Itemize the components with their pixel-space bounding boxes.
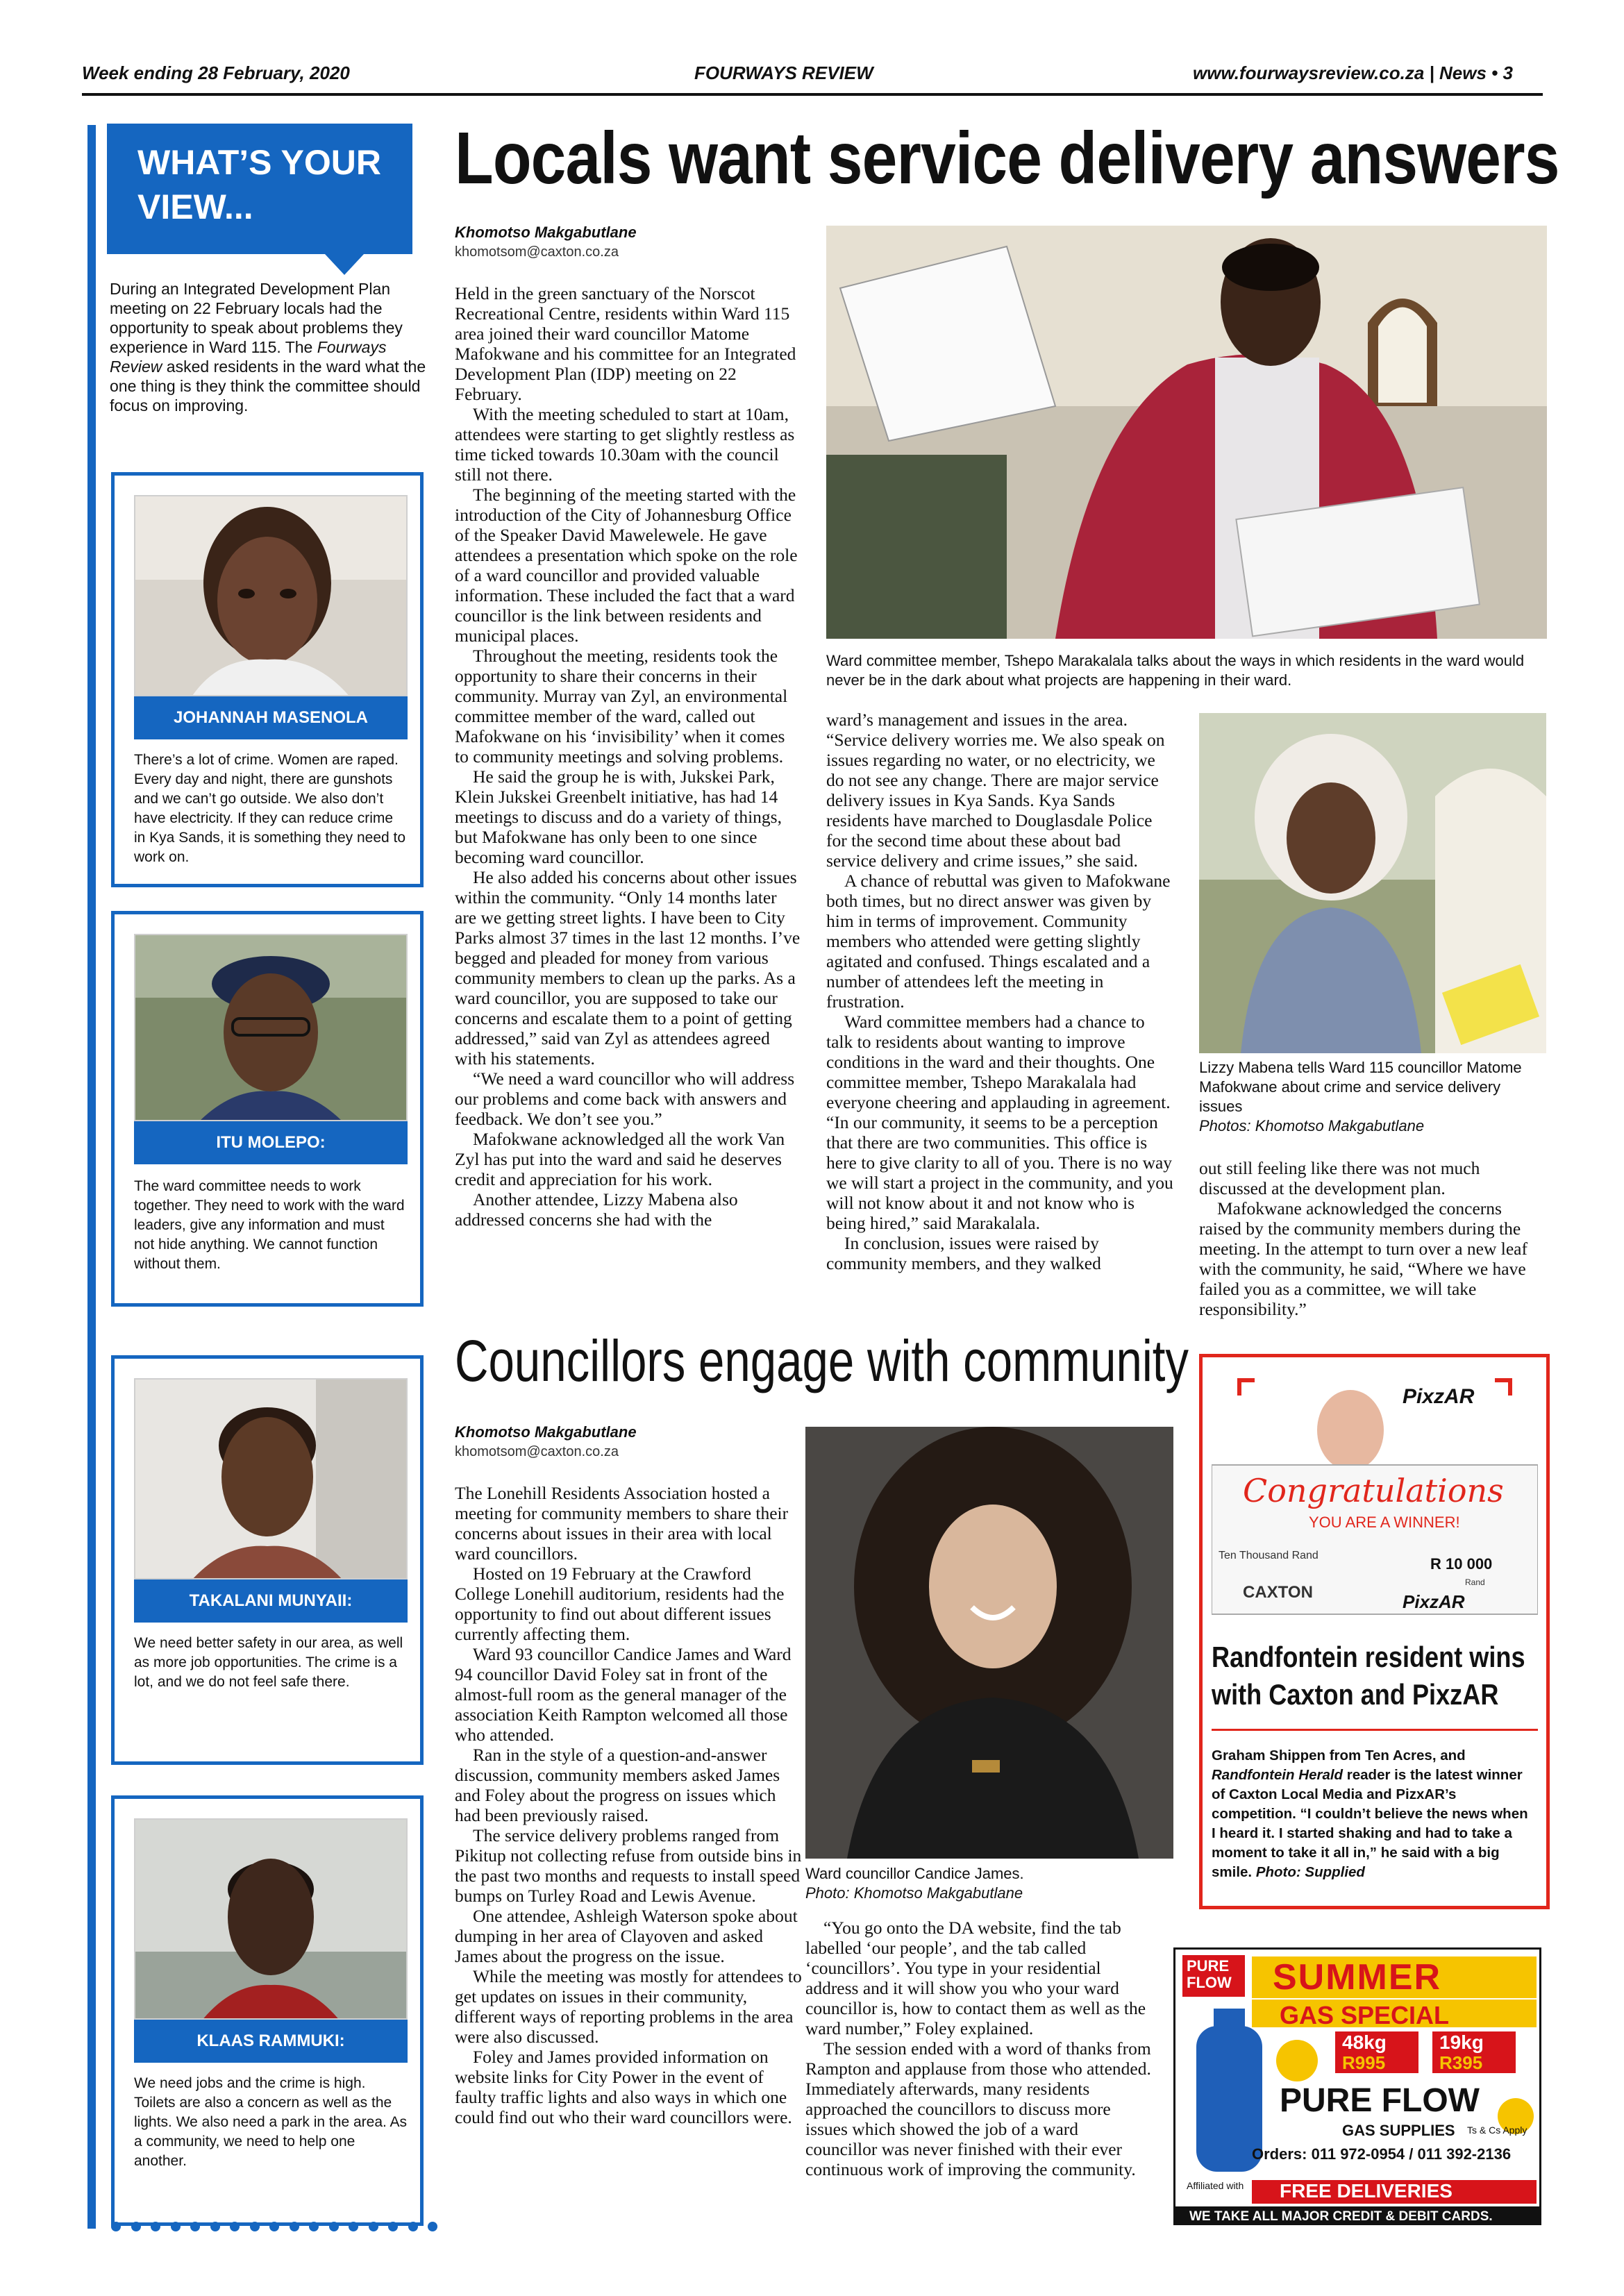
sidebar-intro: During an Integrated Development Plan meeting on 22 February locals had the opportunity to speak about problems they experience in Ward 115. The Fourways Review asked residents in the ward what the one thing is they think the committee should focus on improving. [110, 280, 426, 414]
story2-column-2: “You go onto the DA website, find the tab labelled ‘our people’, and the tab called ‘councillors’. You type in your residential address and it will show you who your ward councillor is, how to contact them as well as the ward number,” Foley explained. The session ended with a word of thanks from Rampton and applause from those who attended. Immediately afterwards, many residents approached the councillors to discuss more issues which showed the job of a ward councillor was never finished with their ever continuous work of improving the community. [805, 1918, 1151, 2179]
ad-subbrand: GAS SUPPLIES [1342, 2122, 1455, 2139]
portrait-photo [134, 1818, 408, 2020]
person-quote: We need jobs and the crime is high. Toilets are also a concern as well as the lights. We also need a park in the area. As a community, we need to help one another. [134, 2075, 408, 2169]
sidebar-title-pointer [325, 254, 364, 275]
person-name: ITU MOLEPO: [134, 1121, 408, 1164]
vox-pop-card [111, 911, 424, 1307]
sidebar-dot-border [111, 2222, 437, 2236]
story2-photo-caption: Ward councillor Candice James. Photo: Khomotso Makgabutlane [805, 1865, 1024, 1902]
ad-affiliated: Affiliated with [1187, 2180, 1244, 2191]
person-name: TAKALANI MUNYAII: [134, 1579, 408, 1623]
story2-headline: Councillors engage with community [455, 1328, 1189, 1393]
ad-free-deliveries: FREE DELIVERIES [1280, 2180, 1453, 2202]
sidebar-title-line1: WHAT’S YOUR [137, 143, 381, 182]
story1-headline: Locals want service delivery answers [455, 117, 1559, 199]
cheque-caxton: CAXTON [1243, 1583, 1313, 1602]
cheque-rand: Rand [1465, 1577, 1485, 1587]
ad-summer: SUMMER [1273, 1957, 1442, 1997]
site-and-section: www.fourwaysreview.co.za | News • 3 [1193, 62, 1513, 83]
story2-column-1: The Lonehill Residents Association hosted a meeting for community members to share their concerns about issues in their area with local ward councillors. Hosted on 19 February at the Crawford College Lonehill auditorium, residents had the opportunity to find out about different issues currently affecting them. Ward 93 councillor Candice James and Ward 94 councillor David Foley sat in front of the almost-full room as the general manager of the association Keith Rampton welcomed all those who attended. Ran in the style of a question-and-answer discussion, community members asked James and Foley about the progress on issues which had been previously raised. The service delivery problems ranged from Pikitup not collecting refuse from outside bins in the past two months and requests to install speed bumps on Turley Road and Lewis Avenue. One attendee, Ashleigh Waterson spoke about dumping in her area of Clayoven and asked James about the progress on the issue. While the meeting was mostly for attendees to get updates on issues in their community, different ways of reporting problems in the area were also discussed. Foley and James provided information on website links for City Power in the event of faulty traffic lights and also ways in which one could find out who their ward councillors were. [455, 1483, 802, 2127]
ad-price-19: R395 [1439, 2052, 1483, 2073]
portrait-photo [134, 495, 408, 696]
cheque-congratulations: Congratulations [1243, 1472, 1504, 1509]
person-quote: We need better safety in our area, as well as more job opportunities. The crime is a lot, and we do not feel safe there. [134, 1635, 403, 1690]
pixzar-promo-body: Graham Shippen from Ten Acres, and Randfontein Herald reader is the latest winner of Caxton Local Media and PizxAR’s competition. “I couldn’t believe the news when I heard it. I started shaking and had to take a moment to take it all in,” he said with a big smile. Photo: Supplied [1212, 1748, 1528, 1880]
issue-date: Week ending 28 February, 2020 [82, 62, 350, 83]
story1-main-photo [826, 226, 1547, 639]
story1-column-1: Held in the green sanctuary of the Norscot Recreational Centre, residents within Ward 115 area joined their ward councillor Matome Mafokwane and his committee for an Integrated Development Plan (IDP) meeting on 22 February. With the meeting scheduled to start at 10am, attendees were starting to get slightly restless as time ticked towards 10.30am with the council still not there. The beginning of the meeting started with the introduction of the City of Johannesburg Office of the Speaker David Mawelewele. He gave attendees a presentation which spoke on the role of a ward councillor and provided valuable information. These included the fact that a ward councillor is the link between residents and municipal places. Throughout the meeting, residents took the opportunity to share their concerns in their community. Murray van Zyl, an environmental committee member of the ward, called out Mafokwane on his ‘invisibility’ when it comes to community meetings and solving problems. He said the group he is with, Jukskei Park, Klein Jukskei Greenbelt initiative, has had 14 meetings to discuss and do a variety of things, but Mafokwane has only been to one since becoming ward councillor. He also added his concerns about other issues within the community. “Only 14 months later are we getting street lights. I have been to City Parks almost 37 times in the last 12 months. I’ve begged and pleaded for money from various community members to clean up the parks. As a ward councillor, you are supposed to take our concerns and escalate them to a point of getting addressed,” said van Zyl as attendees agreed with his statements. “We need a ward councillor who will address our problems and come back with answers and feedback. We don’t see you.” Mafokwane acknowledged all the work Van Zyl has put into the ward and said he deserves credit and appreciation for his work. Another attendee, Lizzy Mabena also addressed concerns she had with the [455, 283, 801, 1230]
pixzar-logo: PixzAR [1403, 1385, 1475, 1408]
person-name: JOHANNAH MASENOLA [134, 696, 408, 739]
story1-lizzy-photo [1199, 713, 1546, 1053]
ad-logo: PURE FLOW [1187, 1957, 1232, 1991]
story2-email: khomotsom@caxton.co.za [455, 1444, 619, 1459]
vox-pop-card [111, 472, 424, 887]
ad-price-48: R995 [1342, 2052, 1386, 2073]
person-name: KLAAS RAMMUKI: [134, 2020, 408, 2063]
portrait-photo [134, 934, 408, 1121]
story1-column-3: out still feeling like there was not much discussed at the development plan. Mafokwane acknowledged the concerns raised by the community members during the meeting. In the attempt to turn over a new leaf with the community, he said, “Where we have failed you as a committee, we will take responsibility.” [1199, 1158, 1527, 1319]
story1-email: khomotsom@caxton.co.za [455, 244, 619, 260]
story2-byline: Khomotso Makgabutlane [455, 1423, 637, 1441]
header-rule [82, 93, 1543, 96]
ad-size-48: 48kg [1342, 2031, 1387, 2053]
ad-brand: PURE FLOW [1280, 2082, 1480, 2119]
paper-name: FOURWAYS REVIEW [694, 62, 873, 83]
pixzar-promo-title: Randfontein resident wins with Caxton and PixzAR [1212, 1641, 1525, 1711]
story1-main-caption: Ward committee member, Tshepo Marakalala talks about the ways in which residents in the ward would never be in the dark about what projects are happening in their ward. [826, 652, 1525, 689]
ad-gas-special: GAS SPECIAL [1280, 2001, 1450, 2029]
sidebar-title [107, 124, 412, 254]
story2-councillor-photo [805, 1427, 1173, 1859]
portrait-photo [134, 1378, 408, 1579]
cheque-amount-words: Ten Thousand Rand [1219, 1550, 1319, 1561]
cheque-amount: R 10 000 [1430, 1555, 1493, 1573]
story1-byline: Khomotso Makgabutlane [455, 224, 637, 241]
ad-orders: Orders: 011 972-0954 / 011 392-2136 [1252, 2145, 1512, 2163]
ad-terms: Ts & Cs Apply [1467, 2125, 1527, 2136]
pure-flow-advert [1173, 1947, 1541, 2225]
cheque-winner-line: YOU ARE A WINNER! [1309, 1514, 1460, 1531]
person-quote: There’s a lot of crime. Women are raped. Every day and night, there are gunshots and we can’t go outside. We also don’t have electricity. If they can reduce crime in Kya Sands, it is something they need to work on. [134, 752, 406, 865]
vox-pop-card [111, 1355, 424, 1765]
ad-size-19: 19kg [1439, 2031, 1484, 2053]
sidebar-title-line2: VIEW... [137, 187, 253, 226]
cheque-pixzar-logo: PixzAR [1403, 1591, 1465, 1612]
ad-cards: WE TAKE ALL MAJOR CREDIT & DEBIT CARDS. [1189, 2209, 1493, 2224]
vox-pop-card [111, 1795, 424, 2226]
pixzar-promo-rule [1212, 1729, 1538, 1731]
story1-lizzy-caption: Lizzy Mabena tells Ward 115 councillor Matome Mafokwane about crime and service delivery issues Photos: Khomotso Makgabutlane [1199, 1059, 1522, 1134]
person-quote: The ward committee needs to work together. They need to work with the ward leaders, give any information and must not hide anything. We cannot function without them. [134, 1178, 405, 1272]
story1-column-2: ward’s management and issues in the area. “Service delivery worries me. We also speak on issues regarding no water, or no electricity, we do not see any change. There are major service delivery issues in Kya Sands. Kya Sands residents have marched to Douglasdale Police for the second time about these about bad service delivery and crime issues,” she said. A chance of rebuttal was given to Mafokwane both times, but no direct answer was given by him in terms of improvement. Community members who attended were getting slightly agitated and confused. Things escalated and a number of attendees left the meeting in frustration. Ward committee members had a chance to talk to residents about wanting to improve conditions in the ward and their thoughts. One committee member, Tshepo Marakalala had everyone cheering and applauding in agreement. “In our community, it seems to be a perception that there are two communities. This office is here to give clarity to all of you. There is no way we will start a project in the community, and you will not know about it and not know who is being hired,” said Marakalala. In conclusion, issues were raised by community members, and they walked [826, 710, 1173, 1273]
